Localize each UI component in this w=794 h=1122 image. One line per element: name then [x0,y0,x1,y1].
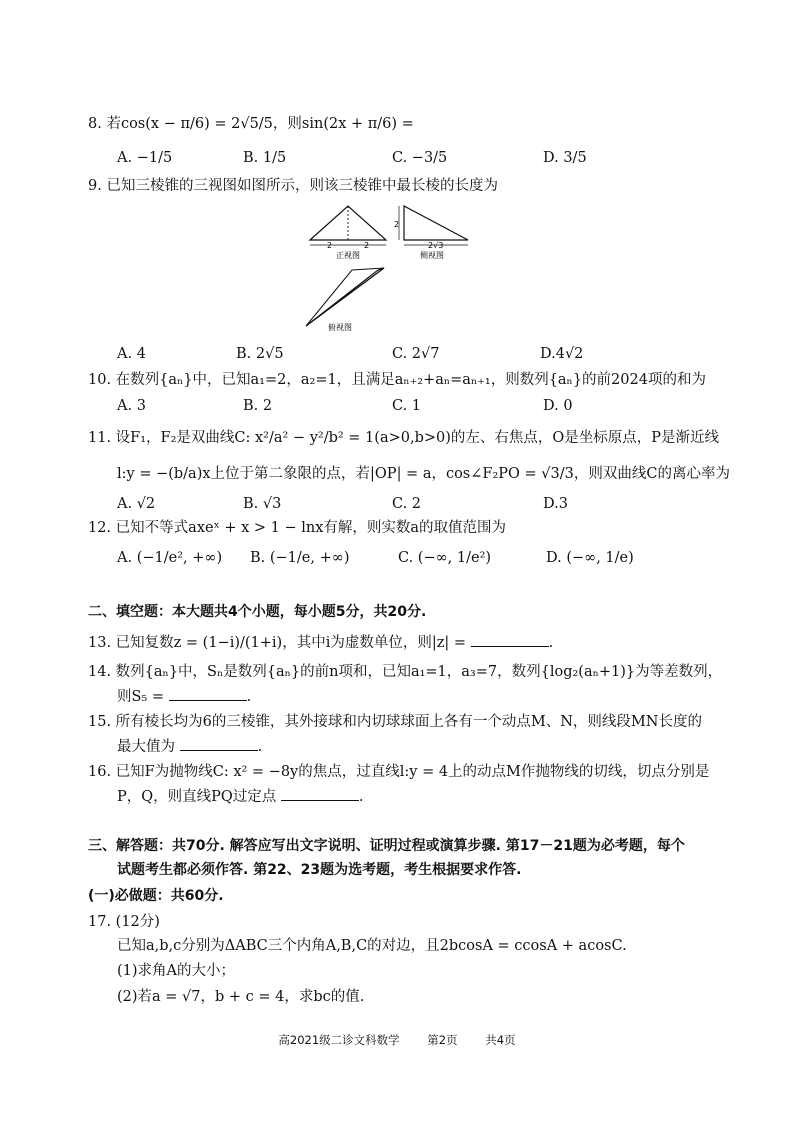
question-17-stem: 已知a,b,c分别为ΔABC三个内角A,B,C的对边，且2bcosA = ccosA + acosC. [117,938,627,954]
question-text: 已知复数z = (1−i)/(1+i)，其中i为虚数单位，则|z| = [115,635,467,651]
side-view-label: 侧视图 [420,251,444,260]
question-16-line2: P，Q，则直线PQ过定点 . [117,786,364,807]
question-text-line1: 设F₁，F₂是双曲线C: x²/a² − y²/b² = 1(a>0,b>0)的左、右焦点，O是坐标原点，P是渐近线 [115,430,720,446]
question-text-line1: 已知F为抛物线C: x² = −8y的焦点，过直线l:y = 4上的动点M作抛物线的切线，切点分别是 [115,764,710,780]
three-view-figure [300,200,500,335]
question-11-line2: l:y = −(b/a)x上位于第二象限的点，若|OP| = a，cos∠F₂PO = √3/3，则双曲线C的离心率为 [117,466,730,482]
option-c: C. 2 [392,496,422,512]
question-15 [88,712,702,732]
answer-blank[interactable] [180,736,258,751]
option-d: D. 3/5 [543,150,587,166]
option-b: B. 2√5 [236,346,284,362]
question-10 [88,370,706,390]
question-number: 13. [88,635,112,651]
question-text: 已知不等式axeˣ + x > 1 − lnx有解，则实数a的取值范围为 [115,520,507,536]
dim-side-height: 2 [394,220,400,229]
question-number: 9. [88,178,102,194]
dim-side-width: 2√3 [428,241,444,250]
answer-blank[interactable] [471,632,549,647]
question-14-line2: 则S₅ = . [117,686,251,707]
question-text-line2: P，Q，则直线PQ过定点 [117,789,277,805]
page-footer [0,1032,794,1048]
question-16 [88,762,709,782]
footer-exam-title: 高2021级二诊文科数学 [278,1033,400,1047]
question-12 [88,518,506,538]
question-text-line1: 数列{aₙ}中，Sₙ是数列{aₙ}的前n项和，已知a₁=1，a₃=7，数列{log₂(aₙ+1)}为等差数列， [115,664,723,680]
footer-total-pages: 共4页 [485,1033,516,1047]
question-text-line1: 所有棱长均为6的三棱锥，其外接球和内切球球面上各有一个动点M、N，则线段MN长度的 [115,714,702,730]
question-score: (12分) [115,914,160,930]
question-17-part1: (1)求角A的大小； [117,963,236,979]
question-14 [88,662,722,682]
option-c: C. −3/5 [392,150,448,166]
option-a: A. −1/5 [117,150,173,166]
question-17 [88,912,160,932]
side-view [394,206,468,260]
question-number: 12. [88,520,112,536]
front-view [310,206,386,260]
option-d: D. (−∞, 1/e) [546,550,634,566]
option-d: D.4√2 [540,346,584,362]
option-b: B. (−1/e, +∞) [250,550,350,566]
answer-blank[interactable] [169,686,247,701]
option-d: D.3 [543,496,568,512]
answer-blank[interactable] [281,786,359,801]
option-d: D. 0 [543,398,573,414]
question-number: 17. [88,914,112,930]
top-view-label: 俯视图 [328,323,352,332]
question-11 [88,428,719,448]
option-b: B. √3 [243,496,282,512]
option-b: B. 1/5 [243,150,287,166]
question-9 [88,176,498,196]
section-3-line1: 三、解答题：共70分. 解答应写出文字说明、证明过程或演算步骤. 第17－21题为必考题，每个 [88,838,685,854]
question-number: 14. [88,664,112,680]
option-a: A. 4 [117,346,146,362]
question-text-line2: 则S₅ = [117,689,165,705]
dim-front-left: 2 [327,241,333,250]
question-8 [88,114,414,134]
question-text: 若cos(x − π/6) = 2√5/5，则sin(2x + π/6) = [106,116,414,132]
question-number: 15. [88,714,112,730]
option-b: B. 2 [243,398,273,414]
dim-front-right: 2 [364,241,370,250]
question-number: 16. [88,764,112,780]
option-a: A. 3 [117,398,146,414]
question-number: 8. [88,116,102,132]
question-15-line2: 最大值为 . [117,736,262,757]
section-3-line2: 试题考生都必须作答. 第22、23题为选考题，考生根据要求作答. [117,862,522,878]
footer-page-number: 第2页 [427,1033,458,1047]
question-17-part2: (2)若a = √7，b + c = 4，求bc的值. [117,989,365,1005]
option-a: A. √2 [117,496,156,512]
section-3-subtitle: (一)必做题：共60分. [88,888,224,904]
front-view-label: 正视图 [336,251,360,260]
question-text-line2: 最大值为 [117,739,175,755]
question-number: 10. [88,372,112,388]
question-13: 13. 已知复数z = (1−i)/(1+i)，其中i为虚数单位，则|z| = . [88,632,553,653]
option-c: C. (−∞, 1/e²) [398,550,492,566]
question-number: 11. [88,430,112,446]
section-2-title: 二、填空题：本大题共4个小题，每小题5分，共20分. [88,604,427,620]
option-c: C. 2√7 [392,346,440,362]
option-a: A. (−1/e², +∞) [117,550,223,566]
question-text: 已知三棱锥的三视图如图所示，则该三棱锥中最长棱的长度为 [106,178,498,194]
top-view [306,268,384,332]
question-text: 在数列{aₙ}中，已知a₁=2，a₂=1，且满足aₙ₊₂+aₙ=aₙ₊₁，则数列{aₙ}的前2024项的和为 [115,372,706,388]
option-c: C. 1 [392,398,422,414]
